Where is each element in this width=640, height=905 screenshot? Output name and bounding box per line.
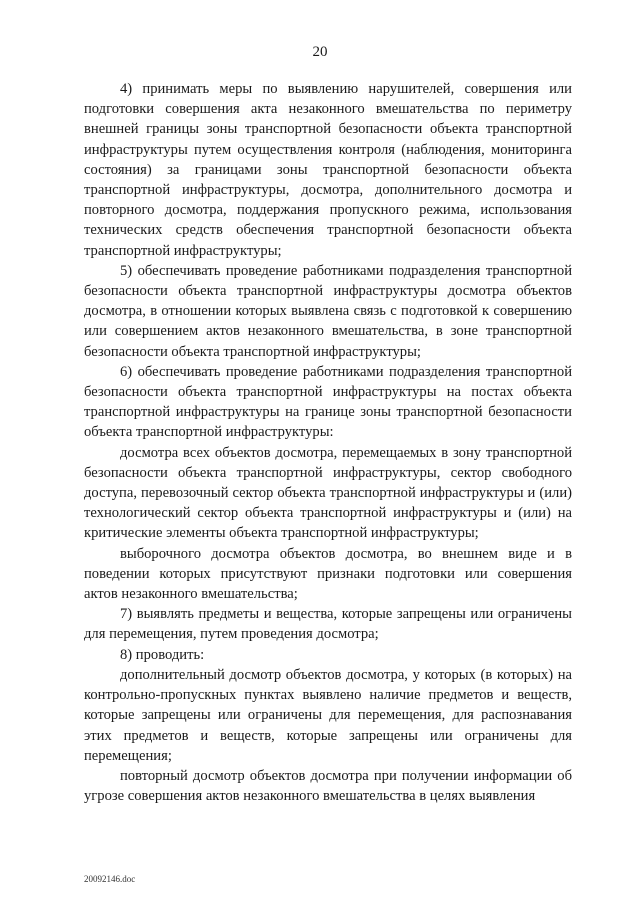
paragraph-item-6-subitem-1: досмотра всех объектов досмотра, перемещаемых в зону транспортной безопасности объекта транспортной инфраструктуры, сектор свободного доступа, перевозочный сектор объекта транспортной инфраструктуры и (или) технологический сектор объекта транспортной инфраструктуры и (или) на критические элементы объекта транспортной инфраструктуры; <box>84 444 572 542</box>
paragraph-item-4: 4) принимать меры по выявлению нарушителей, совершения или подготовки совершения акта незаконного вмешательства по периметру внешней границы зоны транспортной безопасности объекта транспортной инфраструктуры путем осуществления контроля (наблюдения, мониторинга состояния) за границами зоны транспортной безопасности объекта транспортной инфраструктуры, досмотра, дополнительного досмотра и повторного досмотра, поддержания пропускного режима, использования технических средств обеспечения транспортной безопасности объекта транспортной инфраструктуры; <box>84 81 572 259</box>
paragraph-item-8-subitem-2: повторный досмотр объектов досмотра при получении информации об угрозе совершения актов незаконного вмешательства в целях выявления <box>84 767 572 805</box>
document-body <box>84 79 572 806</box>
paragraph-item-7: 7) выявлять предметы и вещества, которые запрещены или ограничены для перемещения, путем проведения досмотра; <box>84 606 572 643</box>
footer-filename: 20092146.doc <box>84 874 136 884</box>
paragraph-item-6-subitem-2: выборочного досмотра объектов досмотра, во внешнем виде и в поведении которых присутствуют признаки подготовки или совершения актов незаконного вмешательства; <box>84 545 572 603</box>
paragraph-item-8-subitem-1: дополнительный досмотр объектов досмотра, у которых (в которых) на контрольно-пропускных пунктах выявлено наличие предметов и веществ, которые запрещены или ограничены для перемещения, для распознавания этих предметов и веществ, которые запрещены или ограничены для перемещения; <box>84 666 572 764</box>
paragraph-item-8: 8) проводить: <box>120 646 205 663</box>
page-number: 20 <box>312 44 328 60</box>
paragraph-item-5: 5) обеспечивать проведение работниками подразделения транспортной безопасности объекта транспортной инфраструктуры досмотра объектов досмотра, в отношении которых выявлена связь с подготовкой к совершению или совершением актов незаконного вмешательства, в зоне транспортной безопасности объекта транспортной инфраструктуры; <box>84 262 572 360</box>
paragraph-item-6: 6) обеспечивать проведение работниками подразделения транспортной безопасности объекта транспортной инфраструктуры на постах объекта транспортной инфраструктуры на границе зоны транспортной безопасности объекта транспортной инфраструктуры: <box>84 363 572 441</box>
